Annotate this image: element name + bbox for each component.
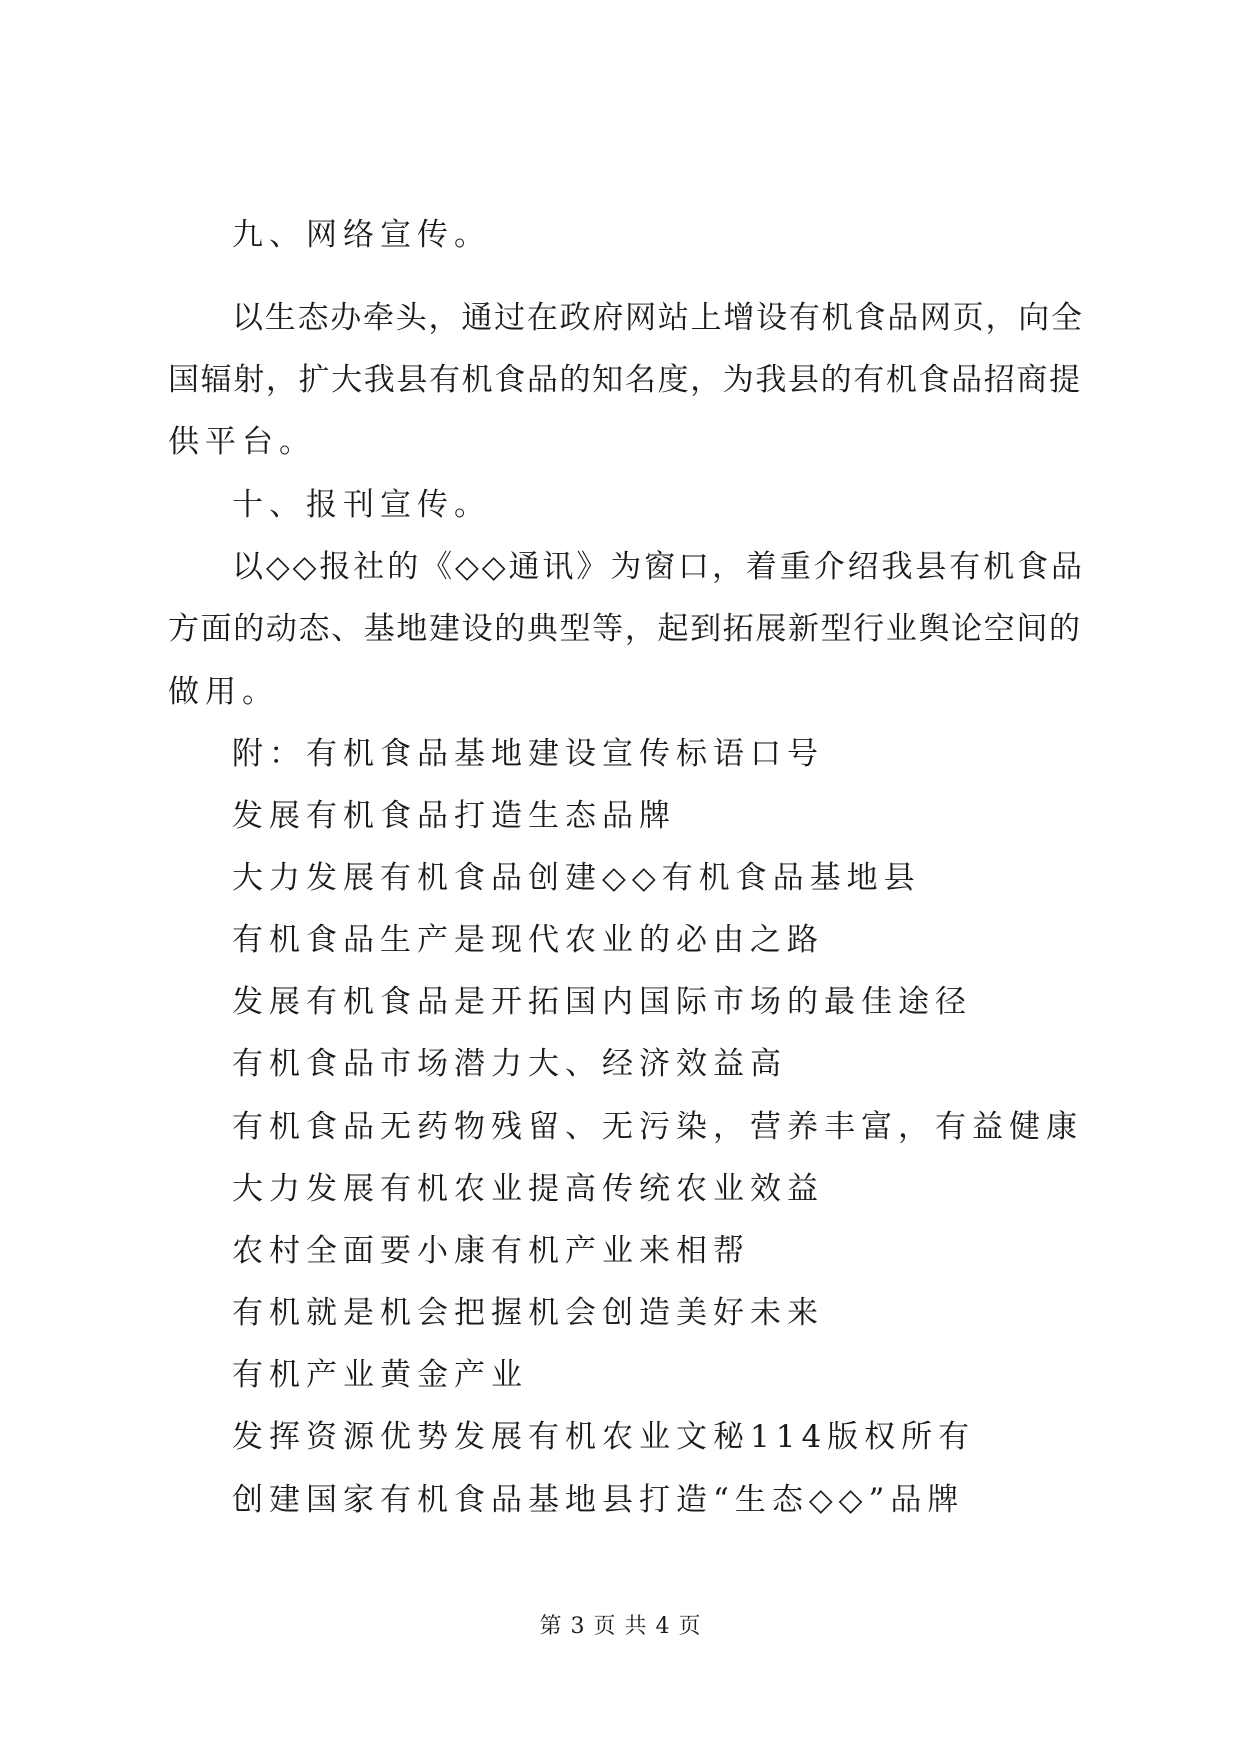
paragraph-line: 方面的动态、基地建设的典型等，起到拓展新型行业舆论空间的 — [168, 611, 1080, 647]
paragraph-line: 国辐射，扩大我县有机食品的知名度，为我县的有机食品招商提 — [168, 362, 1080, 398]
slogan-item: 发展有机食品打造生态品牌 — [232, 798, 676, 834]
paragraph-line: 以◇◇报社的《◇◇通讯》为窗口，着重介绍我县有机食品 — [232, 549, 1082, 585]
slogan-item: 有机食品生产是现代农业的必由之路 — [232, 922, 824, 958]
page-number-footer: 第 3 页 共 4 页 — [539, 1614, 702, 1639]
slogan-item: 有机食品市场潜力大、经济效益高 — [232, 1046, 787, 1082]
slogan-item: 有机就是机会把握机会创造美好未来 — [232, 1295, 824, 1331]
paragraph-line: 供平台。 — [168, 424, 316, 460]
slogan-item: 发挥资源优势发展有机农业文秘114版权所有 — [232, 1419, 976, 1455]
slogan-item: 大力发展有机食品创建◇◇有机食品基地县 — [232, 860, 921, 896]
slogan-item: 农村全面要小康有机产业来相帮 — [232, 1233, 750, 1269]
slogan-item: 大力发展有机农业提高传统农业效益 — [232, 1171, 824, 1207]
appendix-title: 附：有机食品基地建设宣传标语口号 — [232, 736, 824, 772]
slogan-item: 有机食品无药物残留、无污染，营养丰富，有益健康 — [232, 1109, 1083, 1145]
section-heading-press: 十、报刊宣传。 — [232, 487, 491, 523]
paragraph-line: 以生态办牵头，通过在政府网站上增设有机食品网页，向全 — [232, 300, 1082, 336]
paragraph-line: 做用。 — [168, 674, 279, 710]
slogan-item: 创建国家有机食品基地县打造“生态◇◇”品牌 — [232, 1482, 965, 1518]
slogan-item: 有机产业黄金产业 — [232, 1357, 528, 1393]
slogan-item: 发展有机食品是开拓国内国际市场的最佳途径 — [232, 984, 972, 1020]
section-heading-network: 九、网络宣传。 — [232, 217, 491, 253]
